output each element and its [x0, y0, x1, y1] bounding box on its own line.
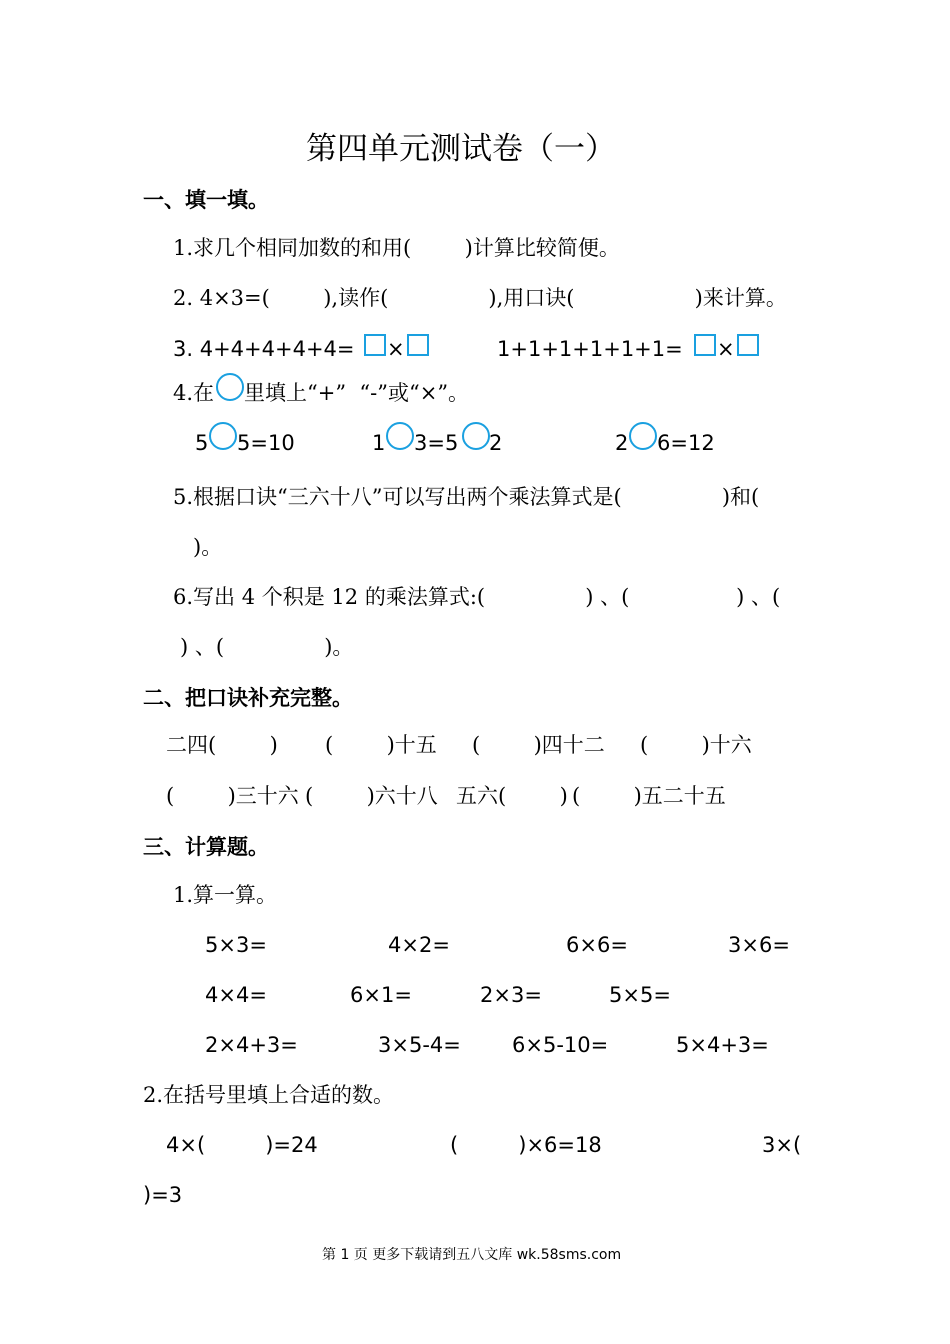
q4-row-2c: 2	[489, 431, 503, 455]
calc-item: 5×4+3=	[676, 1033, 769, 1057]
calc-item: 5×5=	[609, 983, 671, 1007]
answer-circle[interactable]	[386, 422, 414, 450]
answer-circle[interactable]	[209, 422, 237, 450]
calc-item: 5×3=	[205, 933, 267, 957]
answer-box[interactable]	[737, 334, 759, 356]
question-1-5: 5.根据口诀“三六十八”可以写出两个乘法算式是( )和(	[173, 485, 760, 509]
fill-item: 4×( )=24	[166, 1133, 318, 1157]
times-sign: ×	[387, 337, 405, 361]
answer-circle[interactable]	[462, 422, 490, 450]
question-1-4: 4.在	[173, 381, 215, 405]
answer-circle[interactable]	[216, 373, 244, 401]
calc-item: 3×6=	[728, 933, 790, 957]
question-1-6-cont: ) 、( )。	[180, 635, 354, 659]
calc-item: 2×3=	[480, 983, 542, 1007]
question-3-1: 1.算一算。	[173, 883, 278, 907]
question-1-6: 6.写出 4 个积是 12 的乘法算式:( ) 、( ) 、(	[173, 585, 781, 609]
answer-box[interactable]	[694, 334, 716, 356]
rhyme-item: ( )十六	[640, 733, 752, 757]
rhyme-item: ( )六十八	[305, 784, 438, 808]
section-2-heading: 二、把口诀补充完整。	[143, 686, 353, 710]
rhyme-item: ( )三十六	[166, 784, 299, 808]
answer-circle[interactable]	[629, 422, 657, 450]
q4-row-3a: 2	[615, 431, 629, 455]
calc-item: 4×2=	[388, 933, 450, 957]
q4-row-2b: 3=5	[414, 431, 459, 455]
calc-item: 3×5-4=	[378, 1033, 461, 1057]
calc-item: 6×1=	[350, 983, 412, 1007]
fill-item: 3×(	[762, 1133, 802, 1157]
page-footer: 第 1 页 更多下载请到五八文库 wk.58sms.com	[322, 1247, 622, 1263]
page-title: 第四单元测试卷（一）	[306, 131, 616, 167]
question-1-4-text: 里填上“+” “-”或“×”。	[244, 381, 470, 405]
times-sign: ×	[717, 337, 735, 361]
section-1-heading: 一、填一填。	[143, 188, 269, 212]
answer-box[interactable]	[407, 334, 429, 356]
q4-row-2a: 1	[372, 431, 386, 455]
rhyme-item: ( )十五	[325, 733, 437, 757]
question-1-1: 1.求几个相同加数的和用( )计算比较简便。	[173, 236, 620, 260]
fill-item-cont: )=3	[143, 1183, 183, 1207]
question-3-2: 2.在括号里填上合适的数。	[143, 1083, 395, 1107]
q4-row-1b: 5=10	[237, 431, 295, 455]
calc-item: 2×4+3=	[205, 1033, 298, 1057]
answer-box[interactable]	[364, 334, 386, 356]
calc-item: 6×5-10=	[512, 1033, 609, 1057]
question-1-3-right: 1+1+1+1+1+1=	[497, 337, 683, 361]
calc-item: 4×4=	[205, 983, 267, 1007]
rhyme-item: ( )五二十五	[572, 784, 726, 808]
rhyme-item: 二四( )	[166, 733, 278, 757]
question-1-3-left: 3. 4+4+4+4+4=	[173, 337, 355, 361]
rhyme-item: ( )四十二	[472, 733, 605, 757]
rhyme-item: 五六( )	[456, 784, 568, 808]
q4-row-1a: 5	[195, 431, 209, 455]
section-3-heading: 三、计算题。	[143, 835, 269, 859]
question-1-2: 2. 4×3=( ),读作( ),用口诀( )来计算。	[173, 286, 787, 310]
calc-item: 6×6=	[566, 933, 628, 957]
q4-row-3b: 6=12	[657, 431, 715, 455]
fill-item: ( )×6=18	[450, 1133, 602, 1157]
question-1-5-cont: )。	[193, 535, 223, 559]
